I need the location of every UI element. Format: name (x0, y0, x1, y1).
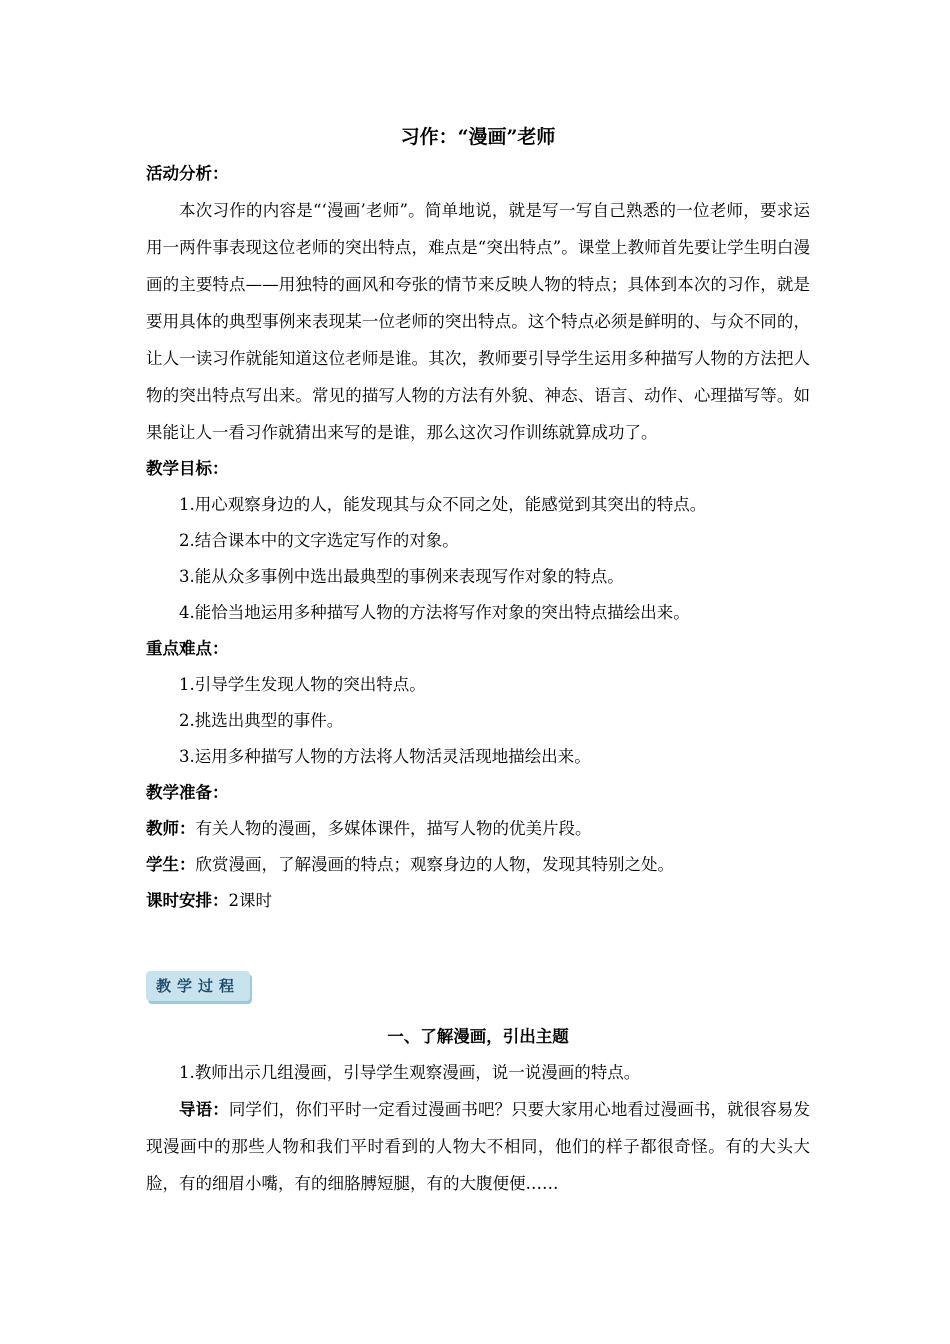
section-title: 一、了解漫画，引出主题 (387, 1027, 569, 1046)
process-badge: 教学过程 (146, 971, 250, 1001)
prep-heading: 教学准备： (146, 783, 229, 802)
goal-item: 2.结合课本中的文字选定写作的对象。 (179, 531, 459, 550)
prep-teacher-text: 有关人物的漫画，多媒体课件，描写人物的优美片段。 (195, 819, 592, 838)
process-badge-row (146, 971, 810, 1001)
guide-label: 导语： (179, 1100, 229, 1119)
keypoint-item: 3.运用多种描写人物的方法将人物活灵活现地描绘出来。 (179, 747, 591, 766)
keypoint-item: 1.引导学生发现人物的突出特点。 (179, 675, 426, 694)
analysis-paragraph: 本次习作的内容是“‘漫画’老师”。简单地说，就是写一写自己熟悉的一位老师，要求运用一两件事表现这位老师的突出特点，难点是“突出特点”。课堂上教师首先要让学生明白漫画的主要特点——用独特的画风和夸张的情节来反映人物的特点；具体到本次的习作，就是要用具体的典型事例来表现某一位老师的突出特点。这个特点必须是鲜明的、与众不同的，让人一读习作就能知道这位老师是谁。其次，教师要引导学生运用多种描写人物的方法把人物的突出特点写出来。常见的描写人物的方法有外貌、神态、语言、动作、心理描写等。如果能让人一看习作就猜出来写的是谁，那么这次习作训练就算成功了。 (146, 201, 810, 442)
prep-teacher-label: 教师： (146, 819, 196, 838)
goal-item: 4.能恰当地运用多种描写人物的方法将写作对象的突出特点描绘出来。 (179, 603, 690, 622)
keypoint-item: 2.挑选出典型的事件。 (179, 711, 344, 730)
goals-heading: 教学目标： (146, 459, 229, 478)
goal-item: 1.用心观察身边的人，能发现其与众不同之处，能感觉到其突出的特点。 (179, 495, 707, 514)
schedule (146, 883, 810, 919)
prep-student-label: 学生： (146, 855, 196, 874)
guide-paragraph (146, 1091, 810, 1202)
analysis-heading: 活动分析： (146, 164, 229, 183)
schedule-value: 2课时 (228, 891, 272, 910)
prep-student-text: 欣赏漫画，了解漫画的特点；观察身边的人物，发现其特别之处。 (195, 855, 674, 874)
guide-text: 同学们，你们平时一定看过漫画书吧？只要大家用心地看过漫画书，就很容易发现漫画中的那些人物和我们平时看到的人物大不相同，他们的样子都很奇怪。有的大头大脸，有的细眉小嘴，有的细胳膊短腿，有的大腹便便…… (146, 1100, 811, 1193)
goal-item: 3.能从众多事例中选出最典型的事例来表现写作对象的特点。 (179, 567, 624, 586)
prep-teacher (146, 811, 810, 847)
document-title: 习作：“漫画”老师 (400, 126, 556, 148)
prep-student (146, 847, 810, 883)
schedule-label: 课时安排： (146, 891, 229, 910)
document-content (146, 118, 810, 1202)
keypoints-heading: 重点难点： (146, 639, 229, 658)
section-item: 1.教师出示几组漫画，引导学生观察漫画，说一说漫画的特点。 (179, 1063, 641, 1082)
